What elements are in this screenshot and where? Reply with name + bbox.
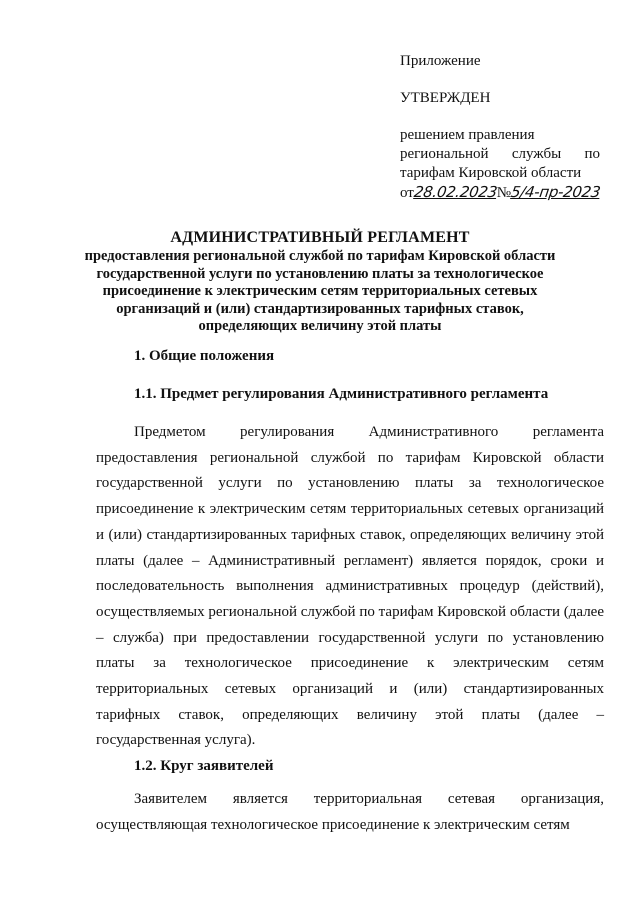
section-1-1-paragraph — [96, 420, 604, 754]
approved-label: УТВЕРЖДЕН — [400, 90, 491, 106]
handwritten-number: 5/4-пр-2023 — [509, 183, 602, 201]
title-sub-line-2: государственной услуги по установлению платы за технологическое — [96, 265, 544, 282]
title-sub-line-1: предоставления региональной службой по тарифам Кировской области — [84, 248, 556, 264]
section-1-1-text: Предметом регулирования Административного регламента предоставления региональной службой по тарифам Кировской области государственной услуги по установлению платы за технологическое присоединение к электрическим сетям территориальных сетевых организаций и (или) стандартизированных тарифных ставок, определяющих величину этой платы (далее – Административный регламент) является порядок, сроки и последовательность выполнения административных процедур (действий), осуществляемых региональной службой по тарифам Кировской области (далее – служба) при предоставлении государственной услуги по установлению платы за технологическое присоединение к электрическим сетям территориальных сетевых организаций и (или) стандартизированных тарифных ставок, определяющих величину этой платы (далее – государственная услуга). — [96, 424, 604, 749]
decision-text — [400, 126, 600, 203]
date-number-line — [400, 183, 600, 203]
decision-line-1: решением правления — [400, 127, 535, 143]
date-prefix: от — [400, 185, 414, 201]
title-sub-line-5: определяющих величину этой платы — [198, 318, 442, 334]
section-1-2-paragraph — [96, 787, 604, 838]
section-1-2-text: Заявителем является территориальная сетевая организация, осуществляющая технологическое присоединение к электрическим сетям — [96, 791, 604, 833]
approval-block — [400, 52, 600, 203]
section-1-2-heading: 1.2. Круг заявителей — [134, 758, 274, 774]
number-prefix: № — [496, 185, 512, 201]
title-sub-line-3: присоединение к электрическим сетям территориальных сетевых — [102, 283, 538, 299]
handwritten-date: 28.02.2023 — [412, 183, 499, 201]
document-title — [60, 228, 580, 336]
decision-line-2: региональной службы по — [400, 146, 600, 162]
title-main: АДМИНИСТРАТИВНЫЙ РЕГЛАМЕНТ — [170, 229, 470, 246]
section-1-heading: 1. Общие положения — [134, 348, 275, 364]
title-sub-line-4: организаций и (или) стандартизированных тарифных ставок, — [116, 300, 524, 317]
appendix-label: Приложение — [400, 53, 481, 69]
decision-line-3: тарифам Кировской области — [400, 165, 582, 181]
section-1-1-heading: 1.1. Предмет регулирования Административного регламента — [134, 386, 549, 402]
